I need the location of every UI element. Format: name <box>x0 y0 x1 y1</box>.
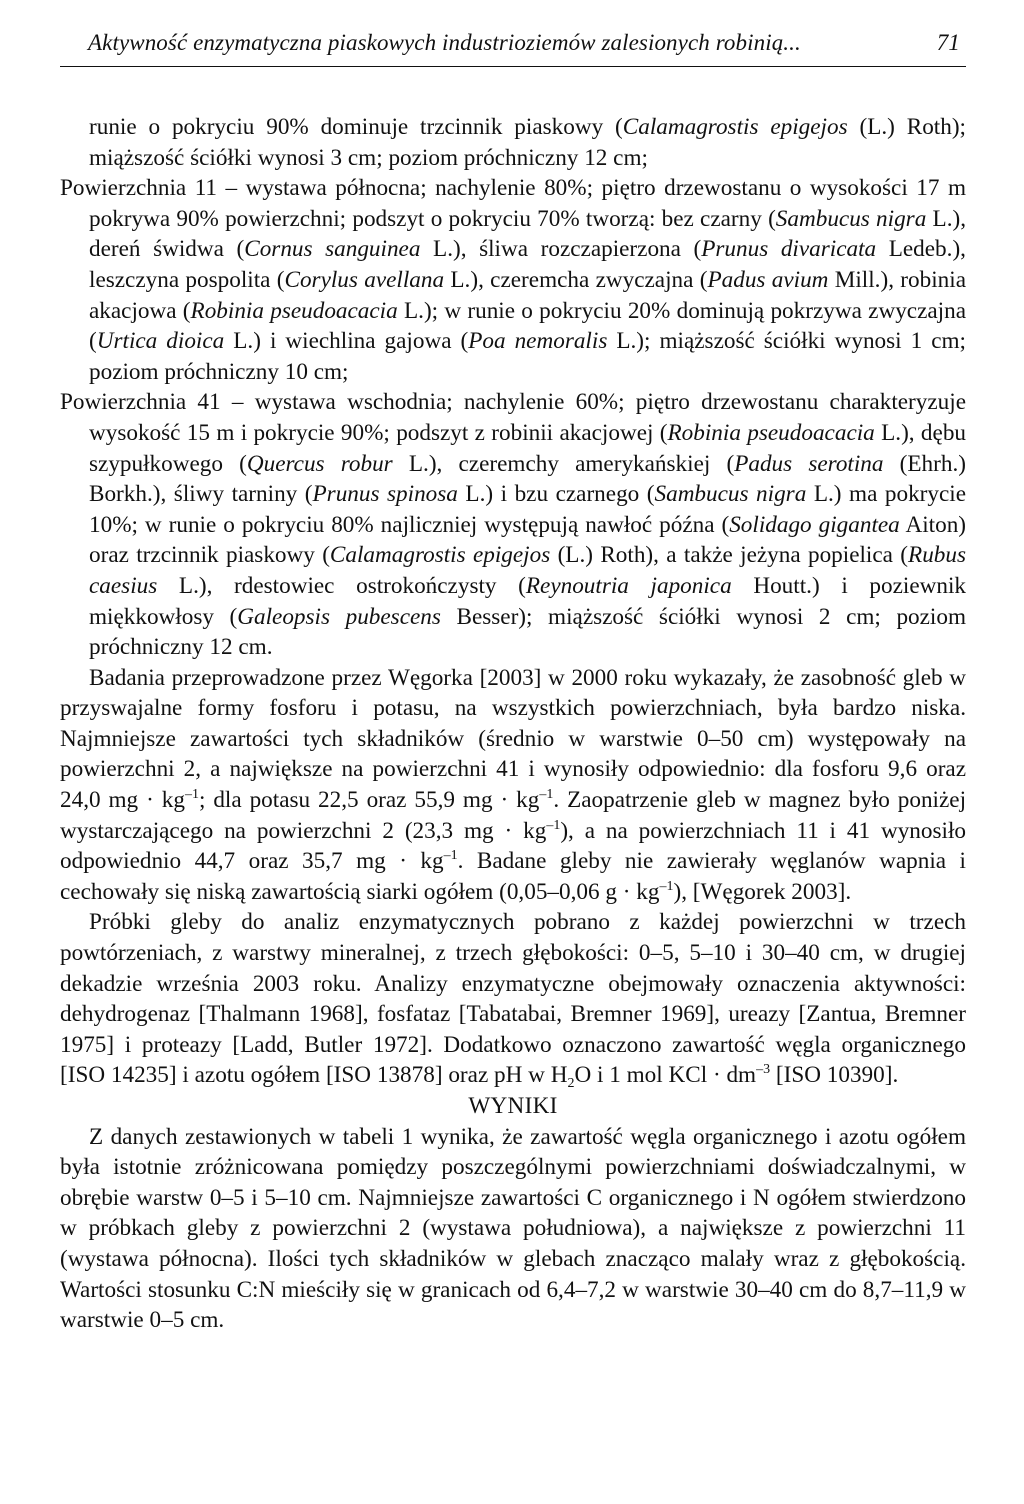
species-name: Sambucus nigra <box>775 205 927 232</box>
species-name: Urtica dioica <box>96 328 225 355</box>
species-name: Prunus divaricata <box>701 236 877 263</box>
species-name: Cornus sanguinea <box>244 236 421 263</box>
running-title: Aktywność enzymatyczna piaskowych industrioziemów zalesionych robinią... <box>88 30 801 55</box>
species-name: Padus serotina <box>734 450 884 477</box>
paragraph-soil-nutrients: Badania przeprowadzone przez Węgorka [2003] w 2000 roku wykazały, że zasobność gleb w przyswajalne formy fosforu i potasu, na wszystkich powierzchniach, była bardzo niska. Najmniejsze zawartości tych składników (średnio w warstwie 0–50 cm) występowały na powierzchni 2, a największe na powierzchni 41 i wynosiły odpowiednio: dla fosforu 9,6 oraz 24,0 mg · $kg^{-1}$; dla potasu 22,5 oraz 55,9 mg · $kg^{-1}$. Zaopatrzenie gleb w magnez było poniżej wystarczającego na powierzchni 2 (23,3 mg · $kg^{-1}$), a na powierzchniach 11 i 41 wynosiło odpowiednio 44,7 oraz 35,7 mg · $kg^{-1}$. Badane gleby nie zawierały węglanów wapnia i cechowały się niską zawartością siarki ogółem (0,05–0,06 $g \cdot kg^{-1}$), [Węgorek 2003]. <box>60 664 967 905</box>
species-name: Calamagrostis epigejos <box>622 114 848 140</box>
species-name: Solidago gigantea <box>729 511 900 538</box>
site-description-41: Powierzchnia 41 – wystawa wschodnia; nachylenie 60%; piętro drzewostanu charakteryzuje wysokość 15 m i pokrycie 90%; podszyt z robinii akacjowej (Robinia pseudoacacia L.), dębu szypułkowego (Quercus robur L.), czeremchy amerykańskiej (Padus serotina (Ehrh.) Borkh.), śliwy tarniny (Prunus spinosa L.) i bzu czarnego (Sambucus nigra L.) ma pokrycie 10%; w runie o pokryciu 80% najliczniej występują nawłoć późna (Solidago gigantea Aiton) oraz trzcinnik piaskowy (Calamagrostis epigejos (L.) Roth), a także jeżyna popielica (Rubus caesius L.), rdestowiec ostrokończysty (Reynoutria japonica Houtt.) i poziewnik miękkowłosy (Galeopsis pubescens Besser); miąższość ściółki wynosi 2 cm; poziom próchniczny 12 cm. <box>60 389 967 661</box>
species-name: Sambucus nigra <box>654 481 807 508</box>
species-name: Quercus robur <box>246 450 393 477</box>
species-name: Calamagrostis epigejos <box>329 542 551 569</box>
header-rule <box>60 66 966 67</box>
species-name: Poa nemoralis <box>468 328 608 355</box>
page-number: 71 <box>936 30 960 55</box>
site-description-11: Powierzchnia 11 – wystawa północna; nachylenie 80%; piętro drzewostanu o wysokości 17 m pokrywa 90% powierzchni; podszyt o pokryciu 70% tworzą: bez czarny (Sambucus nigra L.), dereń świdwa (Cornus sanguinea L.), śliwa rozczapierzona (Prunus divaricata Ledeb.), leszczyna pospolita (Corylus avellana L.), czeremcha zwyczajna (Padus avium Mill.), robinia akacjowa (Robinia pseudoacacia L.); w runie o pokryciu 20% dominują pokrzywa zwyczajna (Urtica dioica L.) i wiechlina gajowa (Poa nemoralis L.); miąższość ściółki wynosi 1 cm; poziom próchniczny 10 cm; <box>60 175 967 385</box>
species-name: Galeopsis pubescens <box>237 603 441 630</box>
section-heading-results: WYNIKI <box>468 1093 558 1119</box>
species-name: Rubus caesius <box>89 542 966 599</box>
species-name: Robinia pseudoacacia <box>190 297 398 324</box>
paragraph-methods: Próbki gleby do analiz enzymatycznych pobrano z każdej powierzchni w trzech powtórzeniach, z warstwy mineralnej, z trzech głębokości: 0–5, 5–10 i 30–40 cm, w drugiej dekadzie września 2003 roku. Analizy enzymatyczne obejmowały oznaczenia aktywności: dehydrogenaz [Thalmann 1968], fosfataz [Tabatabai, Bremner 1969], ureazy [Zantua, Bremner 1975] i proteazy [Ladd, Butler 1972]. Dodatkowo oznaczono zawartość węgla organicznego [ISO 14235] i azotu ogółem [ISO 13878] oraz pH w $H_2O$ i 1 mol KCl · $dm^{-3}$ [ISO 10390]. <box>60 909 966 1092</box>
paragraph-results: Z danych zestawionych w tabeli 1 wynika, że zawartość węgla organicznego i azotu ogółem była istotnie zróżnicowana pomiędzy poszczególnymi powierzchniami doświadczalnymi, w obrębie warstw 0–5 i 5–10 cm. Najmniejsze zawartości C organicznego i N ogółem stwierdzono w próbkach gleby z powierzchni 2 (wystawa południowa), a największe z powierzchni 11 (wystawa północna). Ilości tych składników w glebach znacząco malały wraz z głębokością. Wartości stosunku C:N mieściły się w granicach od 6,4–7,2 w warstwie 30–40 cm do 8,7–11,9 w warstwie 0–5 cm. <box>60 1123 966 1334</box>
site-description-continuation: runie o pokryciu 90% dominuje trzcinnik piaskowy (Calamagrostis epigejos (L.) Roth); miąższość ściółki wynosi 3 cm; poziom próchniczny 12 cm; <box>89 114 967 171</box>
species-name: Reynoutria japonica <box>525 572 732 599</box>
body-text <box>60 112 966 1336</box>
species-name: Corylus avellana <box>284 266 445 293</box>
species-name: Robinia pseudoacacia <box>667 419 875 446</box>
species-name: Padus avium <box>707 266 829 293</box>
species-name: Prunus spinosa <box>312 481 458 508</box>
